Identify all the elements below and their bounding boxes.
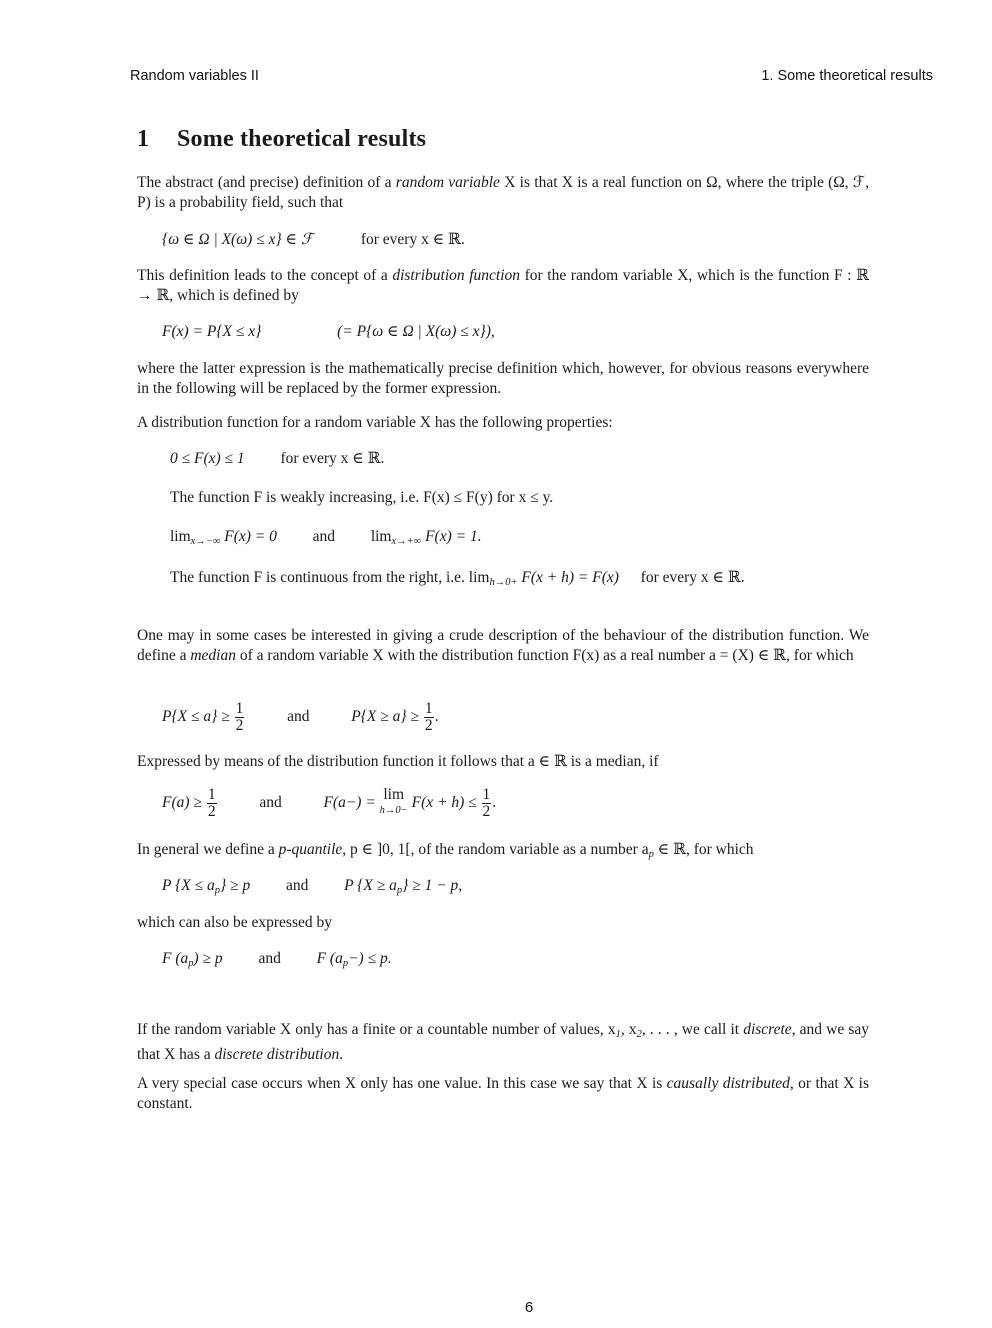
limit-right-value: F(x) = 1. bbox=[421, 528, 482, 545]
eq3-fraction-1: $\frac{1}{2}$ bbox=[235, 700, 244, 734]
eq4-and: and bbox=[259, 794, 282, 812]
eq2-left: F(x) = P{X ≤ x} bbox=[162, 323, 262, 340]
eq3-right: P{X ≥ a} ≥ bbox=[351, 708, 423, 726]
eq4-left: F(a) ≥ bbox=[162, 794, 206, 812]
para7-text-3: ∈ ℝ, for which bbox=[653, 841, 754, 858]
limit-left-subscript: x→−∞ bbox=[190, 536, 221, 547]
section-heading bbox=[137, 126, 426, 153]
quantile-alt-paragraph: which can also be expressed by bbox=[137, 914, 332, 931]
para10-emphasis: causally distributed bbox=[666, 1075, 790, 1092]
intro-text-2: X is that X is a real function on Ω, where the triple (Ω, ℱ, P) is a probability field, such that bbox=[137, 174, 869, 211]
property-right-continuity bbox=[170, 568, 745, 588]
para9-text-1: If the random variable X only has a finite or a countable number of values, x bbox=[137, 1021, 616, 1038]
eq5-and: and bbox=[285, 877, 309, 894]
equation-distribution-function bbox=[162, 322, 495, 341]
eq1-left: {ω ∈ Ω | X(ω) ≤ x} ∈ ℱ bbox=[162, 231, 314, 248]
eq4-rest: F(x + h) ≤ bbox=[407, 794, 481, 812]
eq3-left: P{X ≤ a} ≥ bbox=[162, 708, 234, 726]
distribution-function-paragraph bbox=[137, 266, 869, 306]
equation-measurability bbox=[162, 230, 465, 249]
continuity-lim-subscript: h→0+ bbox=[489, 577, 518, 588]
equation-median: P{X ≤ a} ≥ $\frac{1}{2}$ and P{X ≥ a} ≥ $\frac{1}{2}$ . bbox=[162, 700, 439, 734]
continuity-math: F(x + h) = F(x) bbox=[517, 569, 619, 586]
section-number: 1 bbox=[137, 126, 150, 152]
median-distribution-paragraph: Expressed by means of the distribution function it follows that a ∈ ℝ is a median, if bbox=[137, 753, 659, 770]
eq3-and: and bbox=[287, 708, 310, 726]
para5-text-2: of a random variable X with the distribution function F(x) as a real number a = (X) ∈ ℝ, for which bbox=[236, 647, 854, 664]
eq6-and: and bbox=[258, 950, 281, 967]
latter-expression-paragraph: where the latter expression is the mathematically precise definition which, however, for obvious reasons everywhere in the following will be replaced by the former expression. bbox=[137, 360, 869, 397]
intro-paragraph bbox=[137, 173, 869, 213]
para2-text-1: This definition leads to the concept of a bbox=[137, 267, 393, 284]
para5-text-1: One may in some cases be interested in giving a crude description of the behaviour of the distribution function. We define a bbox=[137, 627, 869, 664]
property-increasing: The function F is weakly increasing, i.e. F(x) ≤ F(y) for x ≤ y. bbox=[170, 489, 554, 506]
continuity-tail: for every x ∈ ℝ. bbox=[640, 569, 745, 586]
limit-left-value: F(x) = 0 bbox=[220, 528, 277, 545]
eq1-right: for every x ∈ ℝ. bbox=[360, 231, 465, 248]
median-paragraph bbox=[137, 626, 869, 666]
running-header-left: Random variables II bbox=[130, 68, 259, 84]
eq4-fraction-2: $\frac{1}{2}$ bbox=[482, 786, 491, 820]
para7-emphasis: p-quantile bbox=[278, 841, 343, 858]
property-bounds-text: for every x ∈ ℝ. bbox=[280, 450, 385, 467]
para5-emphasis: median bbox=[190, 647, 236, 664]
equation-quantile: P $\{X \le a_p\} \ge p$ and P $\{X \ge a_p\} \ge 1 - p$, bbox=[162, 877, 463, 896]
continuity-lim: lim bbox=[468, 569, 490, 586]
para2-emphasis: distribution function bbox=[392, 267, 521, 284]
property-limits bbox=[170, 528, 482, 547]
eq6-right: F (a bbox=[316, 950, 343, 967]
property-bounds bbox=[170, 449, 384, 468]
para10-text-2: , or that X is constant. bbox=[137, 1075, 869, 1112]
limit-and: and bbox=[312, 528, 336, 545]
para9-emphasis-2: discrete distribution bbox=[214, 1046, 340, 1063]
para9-emphasis-1: discrete bbox=[743, 1021, 792, 1038]
discrete-paragraph: If the random variable X only has a finite or a countable number of values, $x_1$, $x_2$, . . . , we call it discrete, and we say that X has a discrete distribution. bbox=[137, 1021, 869, 1063]
quantile-paragraph bbox=[137, 840, 869, 865]
eq2-right: (= P{ω ∈ Ω | X(ω) ≤ x}), bbox=[337, 323, 495, 340]
page-number: 6 bbox=[524, 1299, 534, 1316]
limit-left-label: lim bbox=[170, 528, 191, 545]
limit-right-label: lim bbox=[370, 528, 392, 545]
properties-intro: A distribution function for a random variable X has the following properties: bbox=[137, 414, 613, 431]
equation-quantile-distribution: F $(a_p) \ge p$ and F $(a_p-) \le p$. bbox=[162, 950, 392, 969]
running-header-right: 1. Some theoretical results bbox=[761, 68, 933, 84]
eq3-fraction-2: $\frac{1}{2}$ bbox=[424, 700, 433, 734]
eq4-limit: lim h→0− bbox=[379, 786, 408, 816]
causal-paragraph bbox=[137, 1074, 869, 1114]
eq6-left: F (a bbox=[162, 950, 189, 967]
section-title: Some theoretical results bbox=[177, 126, 427, 152]
para7-text-1: In general we define a bbox=[137, 841, 279, 858]
intro-text-1: The abstract (and precise) definition of a bbox=[137, 174, 396, 191]
equation-median-distribution: F(a) ≥ $\frac{1}{2}$ and F(a−) = lim h→0− F(x + h) ≤ $\frac{1}{2}$ . bbox=[162, 786, 497, 820]
eq4-mid: F(a−) = bbox=[323, 794, 380, 812]
para7-subscript: p bbox=[648, 849, 654, 860]
para7-text-2: , p ∈ ]0, 1[, of the random variable as a number a bbox=[342, 841, 649, 858]
continuity-text: The function F is continuous from the right, i.e. bbox=[170, 569, 469, 586]
intro-emphasis: random variable bbox=[395, 174, 500, 191]
eq4-fraction-1: $\frac{1}{2}$ bbox=[207, 786, 216, 820]
para10-text-1: A very special case occurs when X only has one value. In this case we say that X is bbox=[137, 1075, 667, 1092]
limit-right-subscript: x→+∞ bbox=[391, 536, 422, 547]
property-bounds-math: 0 ≤ F(x) ≤ 1 bbox=[170, 450, 245, 467]
para2-text-2: for the random variable X, which is the function F : ℝ → ℝ, which is defined by bbox=[137, 267, 869, 304]
eq5-right: P {X ≥ a bbox=[344, 877, 397, 894]
eq5-left: P {X ≤ a bbox=[162, 877, 215, 894]
